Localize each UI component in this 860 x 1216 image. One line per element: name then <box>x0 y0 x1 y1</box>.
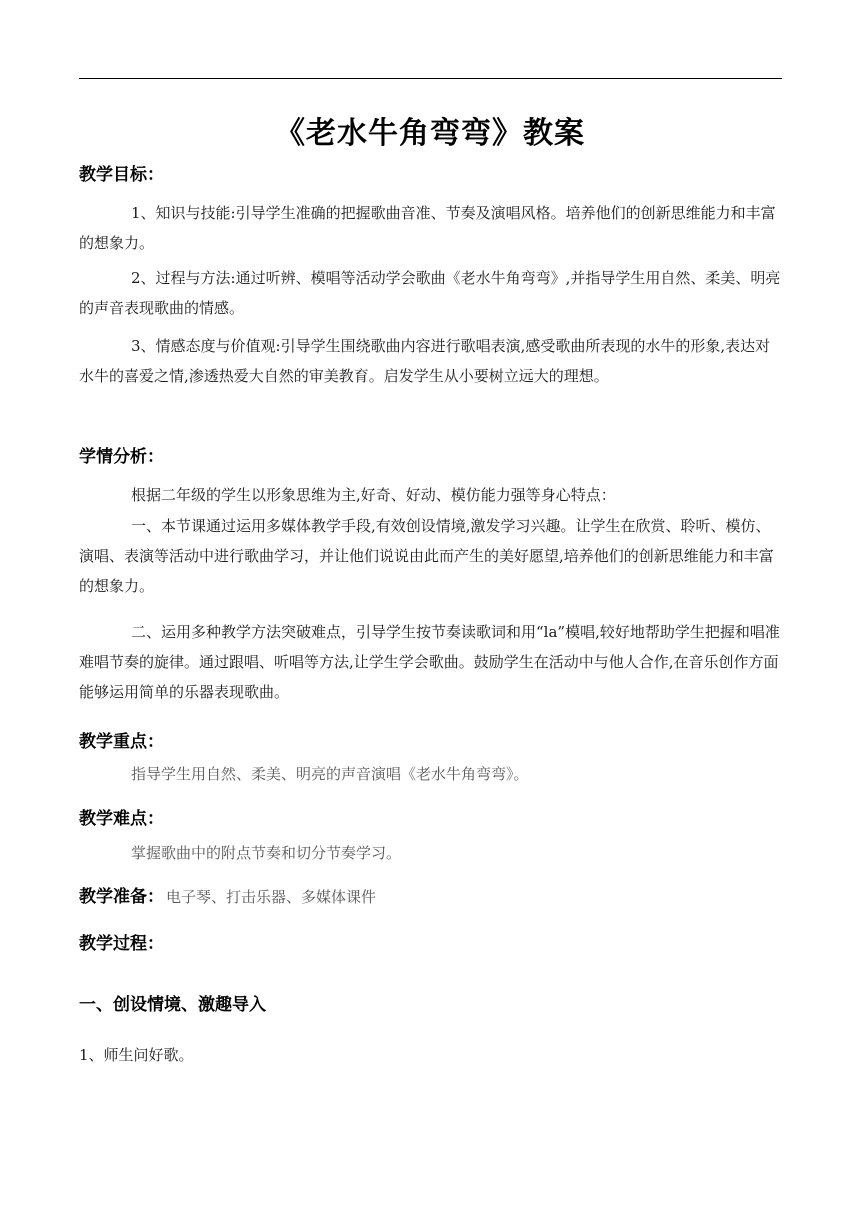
difficulties-text: 掌握歌曲中的附点节奏和切分节奏学习。 <box>131 844 402 862</box>
process-heading: 教学过程： <box>79 934 164 954</box>
header-rule <box>79 78 782 79</box>
analysis-heading: 学情分析： <box>79 447 164 467</box>
preparation-heading: 教学准备： <box>79 887 164 907</box>
analysis-item-1: 一、本节课通过运用多媒体教学手段,有效创设情境,激发学习兴趣。让学生在欣赏、聆听、模仿、演唱、表演等活动中进行歌曲学习，并让他们说说由此而产生的美好愿望,培养他们的创新思维能力和丰富的想象力。 <box>79 517 774 595</box>
analysis-item-2: 二、运用多种教学方法突破难点，引导学生按节奏读歌词和用“la”模唱,较好地帮助学生把握和唱准难唱节奏的旋律。通过跟唱、听唱等方法,让学生学会歌曲。鼓励学生在活动中与他人合作,在音乐创作方面能够运用简单的乐器表现歌曲。 <box>79 623 780 701</box>
objective-item-2: 2、过程与方法:通过听辨、模唱等活动学会歌曲《老水牛角弯弯》,并指导学生用自然、柔美、明亮的声音表现歌曲的情感。 <box>79 269 781 317</box>
difficulties-heading: 教学难点： <box>79 809 164 829</box>
objectives-heading: 教学目标： <box>79 165 164 185</box>
key-points-heading: 教学重点： <box>79 732 164 752</box>
preparation-text: 电子琴、打击乐器、多媒体课件 <box>166 888 377 906</box>
document-title: 《老水牛角弯弯》教案 <box>275 116 585 151</box>
objective-item-3: 3、情感态度与价值观:引导学生围绕歌曲内容进行歌唱表演,感受歌曲所表现的水牛的形象,表达对水牛的喜爱之情,渗透热爱大自然的审美教育。启发学生从小要树立远大的理想。 <box>79 337 771 385</box>
preparation-line <box>79 882 376 907</box>
process-step-1: 1、师生问好歌。 <box>79 1046 194 1064</box>
objective-item-1: 1、知识与技能:引导学生准确的把握歌曲音准、节奏及演唱风格。培养他们的创新思维能力和丰富的想象力。 <box>79 204 776 252</box>
key-points-text: 指导学生用自然、柔美、明亮的声音演唱《老水牛角弯弯》。 <box>131 765 529 783</box>
analysis-item-intro: 根据二年级的学生以形象思维为主,好奇、好动、模仿能力强等身心特点： <box>131 486 616 504</box>
process-section-1: 一、创设情境、激趣导入 <box>79 995 266 1015</box>
